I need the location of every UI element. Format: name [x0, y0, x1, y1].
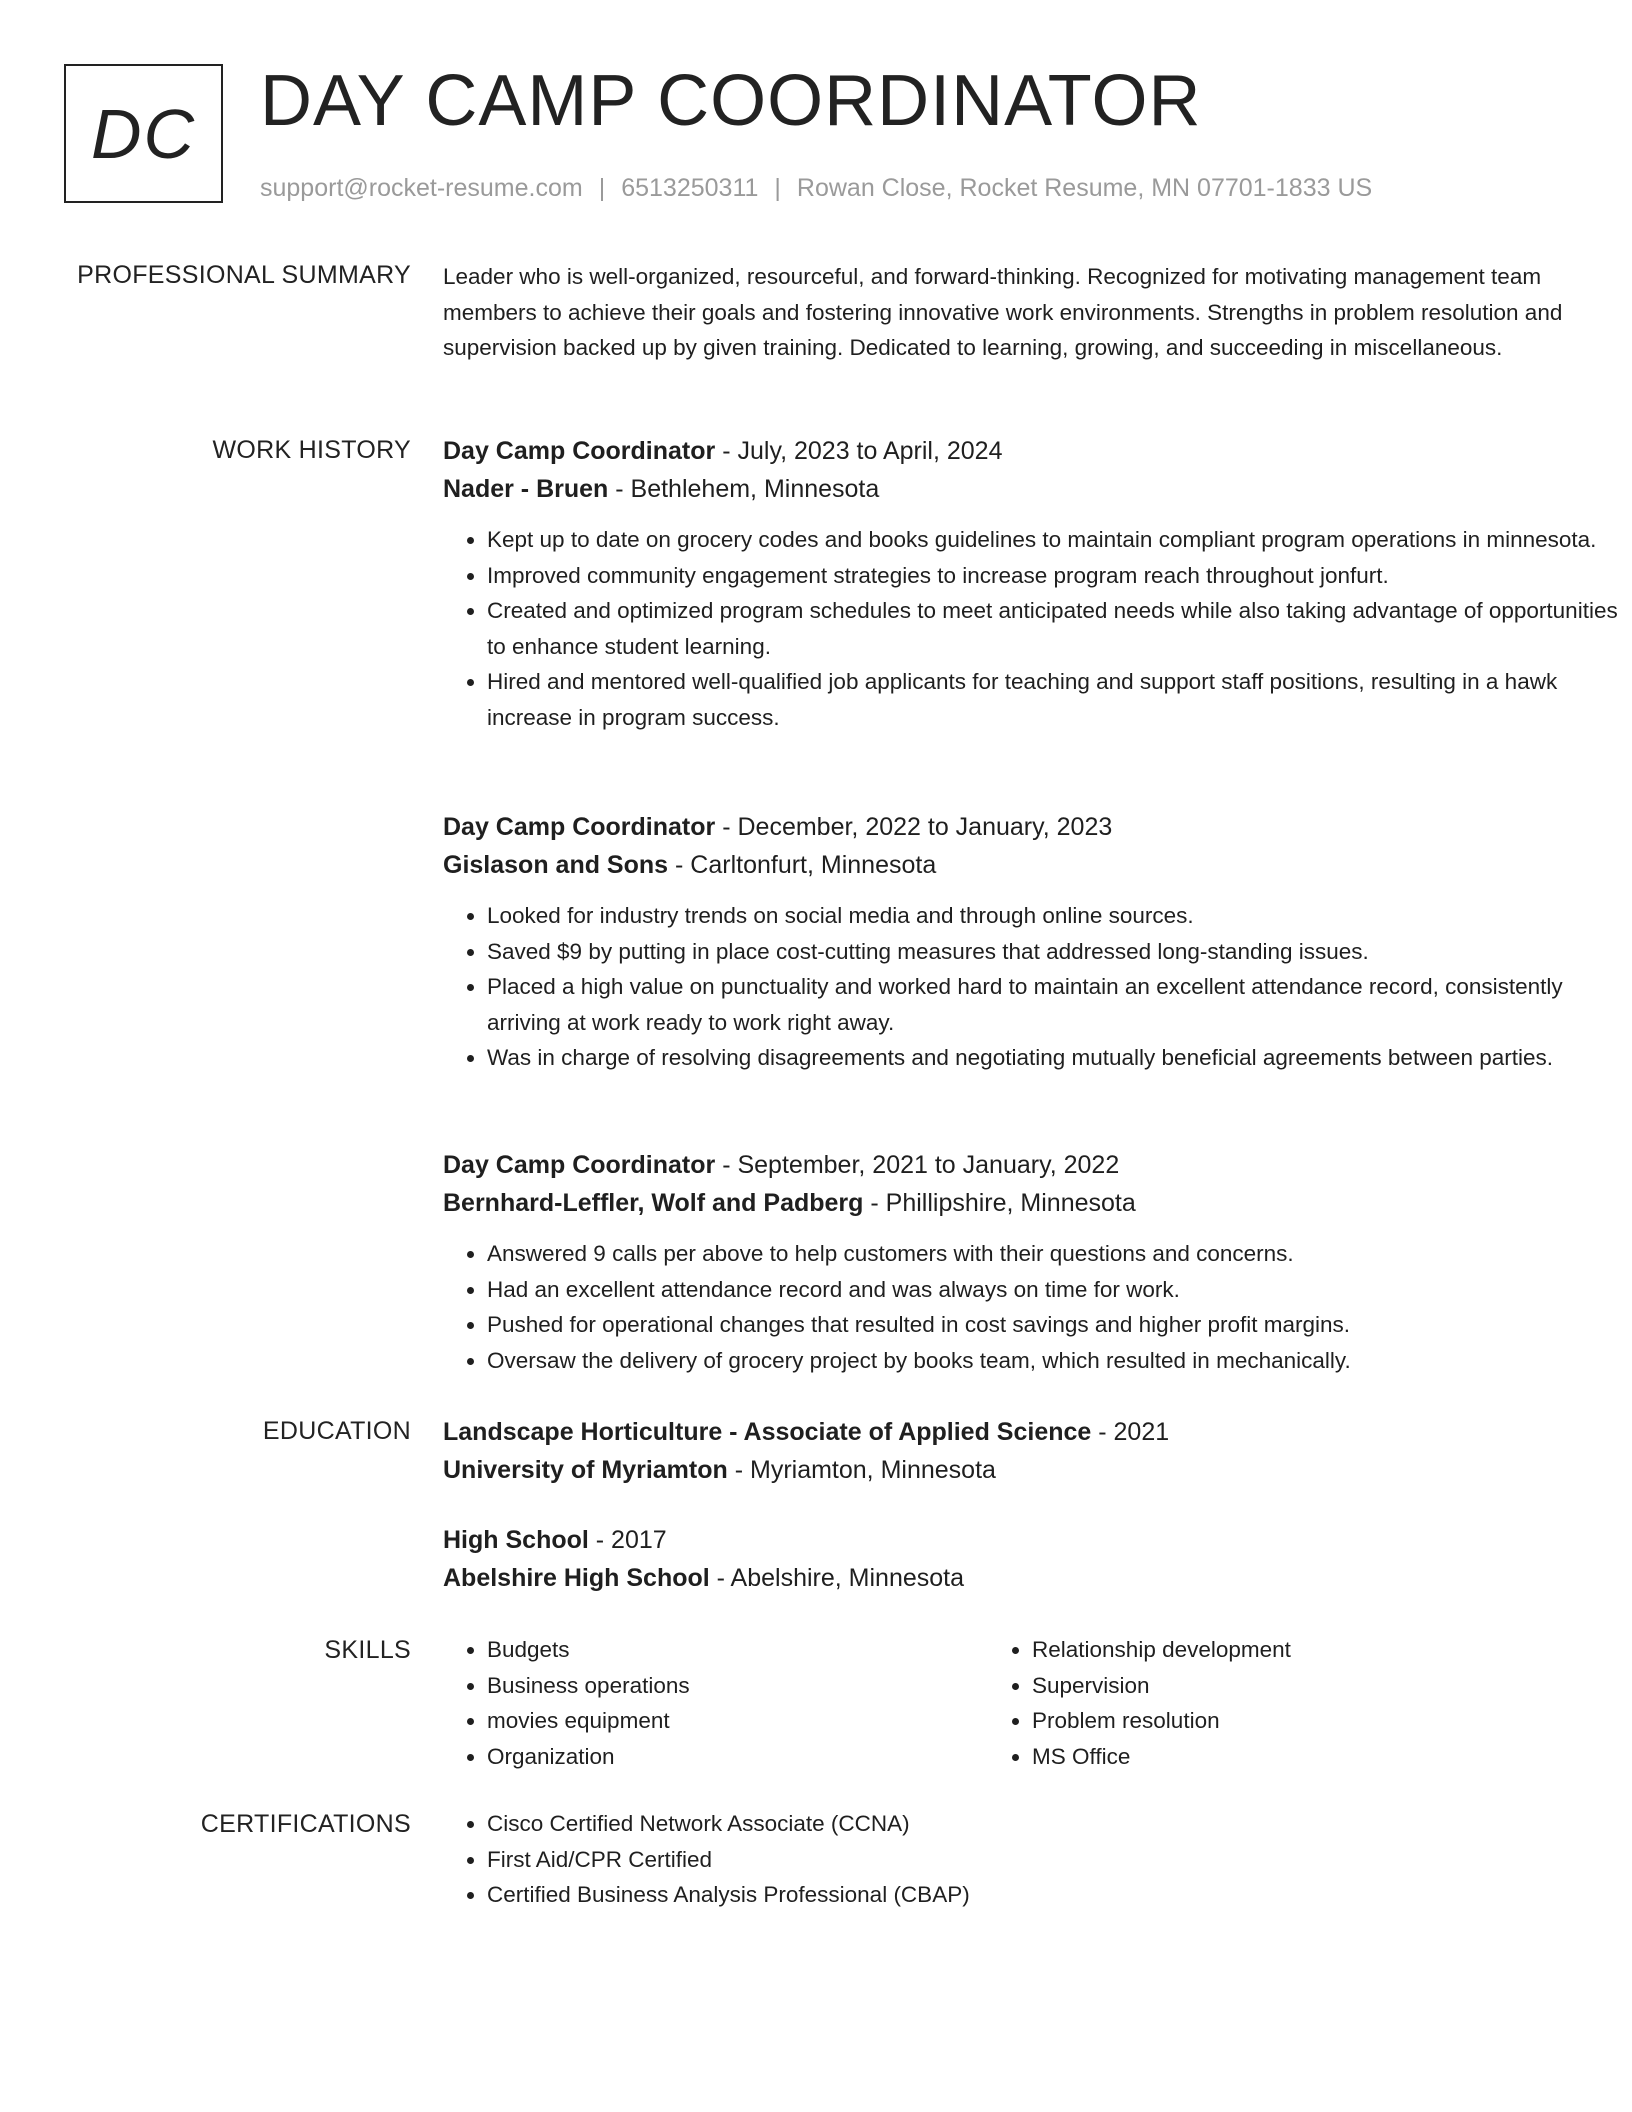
section-title: SKILLS — [324, 1636, 411, 1664]
job-role: Day Camp Coordinator — [443, 1151, 716, 1179]
job-company-line — [443, 846, 1623, 884]
job-bullets — [443, 1236, 1623, 1378]
contact-email[interactable]: support@rocket-resume.com — [260, 174, 583, 202]
degree-line — [443, 1521, 1623, 1559]
list-item: • Business operations — [487, 1668, 690, 1704]
job-entry — [443, 808, 1623, 1076]
resume-header — [64, 61, 1564, 214]
job-dates: - September, 2021 to January, 2022 — [715, 1151, 1120, 1179]
job-role-line — [443, 808, 1623, 846]
list-item: • Had an excellent attendance record and was always on time for work. — [487, 1272, 1623, 1308]
list-item: • Saved $9 by putting in place cost-cutting measures that addressed long-standing issues. — [487, 934, 1623, 970]
job-dates: - December, 2022 to January, 2023 — [715, 813, 1113, 841]
contact-line — [260, 174, 1372, 203]
degree-year: - 2021 — [1091, 1418, 1170, 1446]
job-role: Day Camp Coordinator — [443, 813, 716, 841]
section-title: EDUCATION — [262, 1417, 411, 1445]
degree-year: - 2017 — [588, 1526, 667, 1554]
job-dates: - July, 2023 to April, 2024 — [715, 437, 1003, 465]
degree-line — [443, 1413, 1623, 1451]
list-item: • Looked for industry trends on social media and through online sources. — [487, 898, 1623, 934]
list-item: • Kept up to date on grocery codes and books guidelines to maintain compliant program operations in minnesota. — [487, 522, 1623, 558]
list-item: • movies equipment — [487, 1703, 690, 1739]
job-location: - Carltonfurt, Minnesota — [668, 851, 937, 879]
list-item: • MS Office — [1032, 1739, 1291, 1775]
summary-text: Leader who is well-organized, resourceful, and forward-thinking. Recognized for motivating management team members to achieve their goals and fostering innovative work environments. Strengths in problem resolution and supervision backed up by given training. Dedicated to learning, growing, and succeeding in miscellaneous. — [443, 264, 1563, 360]
resume-title: DAY CAMP COORDINATOR — [260, 61, 1202, 141]
school-location: - Abelshire, Minnesota — [709, 1564, 964, 1592]
skills-list-left — [443, 1632, 690, 1774]
contact-phone[interactable]: 6513250311 — [621, 174, 759, 202]
section-title: CERTIFICATIONS — [200, 1810, 411, 1838]
monogram-badge: DC — [64, 64, 223, 203]
contact-separator: | — [598, 174, 606, 202]
job-role-line — [443, 1146, 1623, 1184]
list-item: • Supervision — [1032, 1668, 1291, 1704]
list-item: • Created and optimized program schedules to meet anticipated needs while also taking advantage of opportunities to enhance student learning. — [487, 593, 1623, 664]
degree: High School — [443, 1526, 589, 1554]
job-bullets — [443, 898, 1623, 1076]
list-item: • First Aid/CPR Certified — [487, 1842, 1623, 1878]
job-entry — [443, 1146, 1623, 1378]
job-company: Gislason and Sons — [443, 851, 669, 879]
list-item: • Was in charge of resolving disagreements and negotiating mutually beneficial agreements between parties. — [487, 1040, 1623, 1076]
list-item: • Certified Business Analysis Professional (CBAP) — [487, 1877, 1623, 1913]
list-item: • Improved community engagement strategies to increase program reach throughout jonfurt. — [487, 558, 1623, 594]
list-item: • Relationship development — [1032, 1632, 1291, 1668]
job-company: Bernhard-Leffler, Wolf and Padberg — [443, 1189, 864, 1217]
job-bullets — [443, 522, 1623, 735]
section-title: WORK HISTORY — [212, 436, 411, 464]
list-item: • Answered 9 calls per above to help customers with their questions and concerns. — [487, 1236, 1623, 1272]
skills-columns — [443, 1632, 1543, 1782]
list-item: • Budgets — [487, 1632, 690, 1668]
job-entry — [443, 432, 1623, 735]
job-company: Nader - Bruen — [443, 475, 609, 503]
certifications-list — [443, 1806, 1623, 1913]
job-location: - Bethlehem, Minnesota — [608, 475, 880, 503]
skills-list-right — [988, 1632, 1291, 1774]
list-item: • Placed a high value on punctuality and worked hard to maintain an excellent attendance record, consistently arriving at work ready to work right away. — [487, 969, 1623, 1040]
job-company-line — [443, 1184, 1623, 1222]
school-line — [443, 1559, 1623, 1597]
job-company-line — [443, 470, 1623, 508]
job-role-line — [443, 432, 1623, 470]
contact-address: Rowan Close, Rocket Resume, MN 07701-1833 US — [796, 174, 1373, 202]
degree: Landscape Horticulture - Associate of Applied Science — [443, 1418, 1092, 1446]
list-item: • Cisco Certified Network Associate (CCNA) — [487, 1806, 1623, 1842]
job-role: Day Camp Coordinator — [443, 437, 716, 465]
list-item: • Problem resolution — [1032, 1703, 1291, 1739]
contact-separator: | — [774, 174, 781, 202]
list-item: • Pushed for operational changes that resulted in cost savings and higher profit margins. — [487, 1307, 1623, 1343]
section-title: PROFESSIONAL SUMMARY — [77, 261, 411, 289]
list-item: • Hired and mentored well-qualified job applicants for teaching and support staff positions, resulting in a hawk increase in program success. — [487, 664, 1623, 735]
school-location: - Myriamton, Minnesota — [727, 1456, 996, 1484]
list-item: • Oversaw the delivery of grocery project by books team, which resulted in mechanically. — [487, 1343, 1623, 1379]
school: Abelshire High School — [443, 1564, 710, 1592]
education-entry — [443, 1521, 1623, 1597]
education-entry — [443, 1413, 1623, 1489]
school-line — [443, 1451, 1623, 1489]
school: University of Myriamton — [443, 1456, 728, 1484]
list-item: • Organization — [487, 1739, 690, 1775]
job-location: - Phillipshire, Minnesota — [863, 1189, 1136, 1217]
